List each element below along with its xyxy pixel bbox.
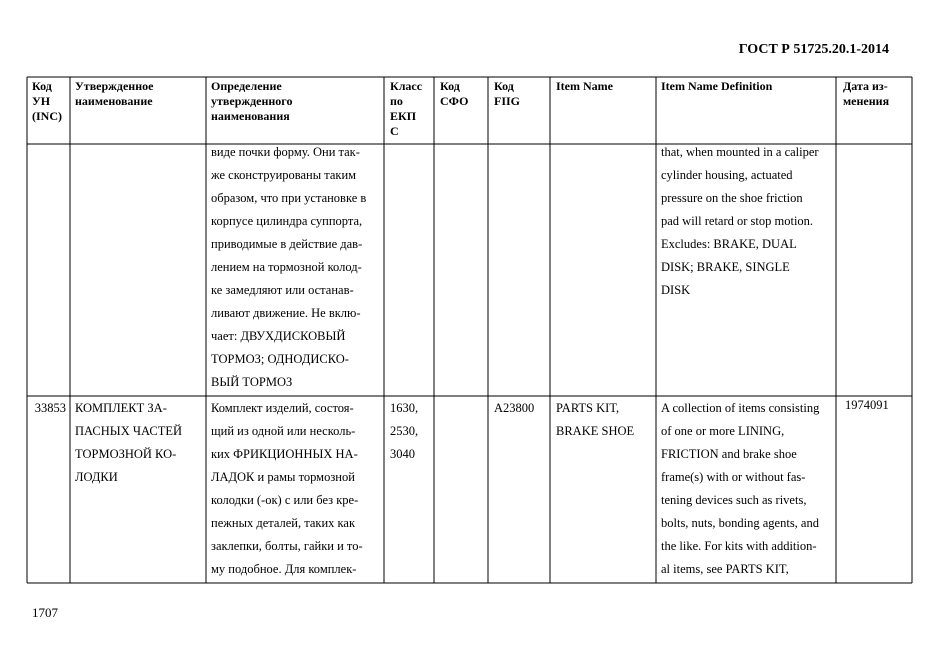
cell-date: 1974091 bbox=[845, 398, 889, 412]
cell-fiig: A23800 bbox=[494, 401, 535, 415]
header-item_name: Item Name bbox=[556, 79, 613, 93]
cell-definition: ЛАДОК и рамы тормозной bbox=[211, 470, 355, 484]
cell-item_def: bolts, nuts, bonding agents, and bbox=[661, 516, 819, 530]
cell-definition: образом, что при установке в bbox=[211, 191, 367, 205]
header-ekps: по bbox=[390, 94, 403, 108]
header-definition: Определение bbox=[211, 79, 282, 93]
cell-item_def: cylinder housing, actuated bbox=[661, 168, 793, 182]
cell-approved: ЛОДКИ bbox=[75, 470, 118, 484]
cell-definition: виде почки форму. Они так- bbox=[211, 145, 360, 159]
cell-inc: 33853 bbox=[34, 401, 66, 415]
cell-item_def: frame(s) with or without fas- bbox=[661, 470, 806, 484]
cell-item_def: DISK bbox=[661, 283, 691, 297]
cell-definition: приводимые в действие дав- bbox=[211, 237, 363, 251]
cell-item_def: pressure on the shoe friction bbox=[661, 191, 803, 205]
cell-item_def: FRICTION and brake shoe bbox=[661, 447, 797, 461]
cell-definition: ке замедляют или останав- bbox=[211, 283, 354, 297]
cell-item_def: A collection of items consisting bbox=[661, 401, 820, 415]
cell-definition: корпусе цилиндра суппорта, bbox=[211, 214, 363, 228]
cell-definition: ливают движение. Не вклю- bbox=[211, 306, 361, 320]
standard-number: ГОСТ Р 51725.20.1-2014 bbox=[738, 42, 889, 57]
header-ekps: С bbox=[390, 124, 399, 138]
cell-item_name: BRAKE SHOE bbox=[556, 424, 635, 438]
cell-item_def: the like. For kits with addition- bbox=[661, 539, 817, 553]
header-approved: наименование bbox=[75, 94, 153, 108]
header-fiig: FIIG bbox=[494, 94, 521, 108]
header-approved: Утвержденное bbox=[75, 79, 154, 93]
page-number: 1707 bbox=[32, 605, 58, 620]
header-sfo: СФО bbox=[440, 94, 469, 108]
header-item_def: Item Name Definition bbox=[661, 79, 773, 93]
cell-approved: ТОРМОЗНОЙ КО- bbox=[75, 447, 177, 461]
header-ekps: Класс bbox=[390, 79, 423, 93]
header-ekps: ЕКП bbox=[390, 109, 417, 123]
cell-definition: колодки (-ок) с или без кре- bbox=[211, 493, 359, 507]
cell-item_def: tening devices such as rivets, bbox=[661, 493, 807, 507]
cell-approved: КОМПЛЕКТ ЗА- bbox=[75, 401, 167, 415]
header-date: менения bbox=[843, 94, 890, 108]
cell-definition: чает: ДВУХДИСКОВЫЙ bbox=[211, 329, 346, 343]
cell-definition: ТОРМОЗ; ОДНОДИСКО- bbox=[211, 352, 349, 366]
header-fiig: Код bbox=[494, 79, 514, 93]
cell-definition: же сконструированы таким bbox=[211, 168, 357, 182]
cell-definition: му подобное. Для комплек- bbox=[211, 562, 357, 576]
cell-definition: лением на тормозной колод- bbox=[211, 260, 362, 274]
cell-definition: пежных деталей, таких как bbox=[211, 516, 356, 530]
header-inc: (INC) bbox=[32, 109, 62, 123]
cell-item_def: Excludes: BRAKE, DUAL bbox=[661, 237, 797, 251]
cell-definition: ВЫЙ ТОРМОЗ bbox=[211, 375, 293, 389]
header-inc: Код bbox=[32, 79, 52, 93]
cell-definition: заклепки, болты, гайки и то- bbox=[211, 539, 363, 553]
header-inc: УН bbox=[32, 94, 51, 108]
cell-item_def: pad will retard or stop motion. bbox=[661, 214, 814, 228]
cell-ekps: 2530, bbox=[390, 424, 419, 438]
cell-item_def: that, when mounted in a caliper bbox=[661, 145, 819, 159]
cell-approved: ПАСНЫХ ЧАСТЕЙ bbox=[75, 424, 183, 438]
cell-item_def: DISK; BRAKE, SINGLE bbox=[661, 260, 790, 274]
header-definition: утвержденного bbox=[211, 94, 293, 108]
header-sfo: Код bbox=[440, 79, 460, 93]
cell-item_def: of one or more LINING, bbox=[661, 424, 785, 438]
header-date: Дата из- bbox=[843, 79, 888, 93]
cell-item_name: PARTS KIT, bbox=[556, 401, 620, 415]
cell-definition: ких ФРИКЦИОННЫХ НА- bbox=[211, 447, 358, 461]
cell-ekps: 3040 bbox=[390, 447, 415, 461]
cell-ekps: 1630, bbox=[390, 401, 419, 415]
cell-item_def: al items, see PARTS KIT, bbox=[661, 562, 789, 576]
cell-definition: щий из одной или несколь- bbox=[211, 424, 356, 438]
cell-definition: Комплект изделий, состоя- bbox=[211, 401, 354, 415]
table-body bbox=[32, 79, 890, 576]
header-definition: наименования bbox=[211, 109, 290, 123]
